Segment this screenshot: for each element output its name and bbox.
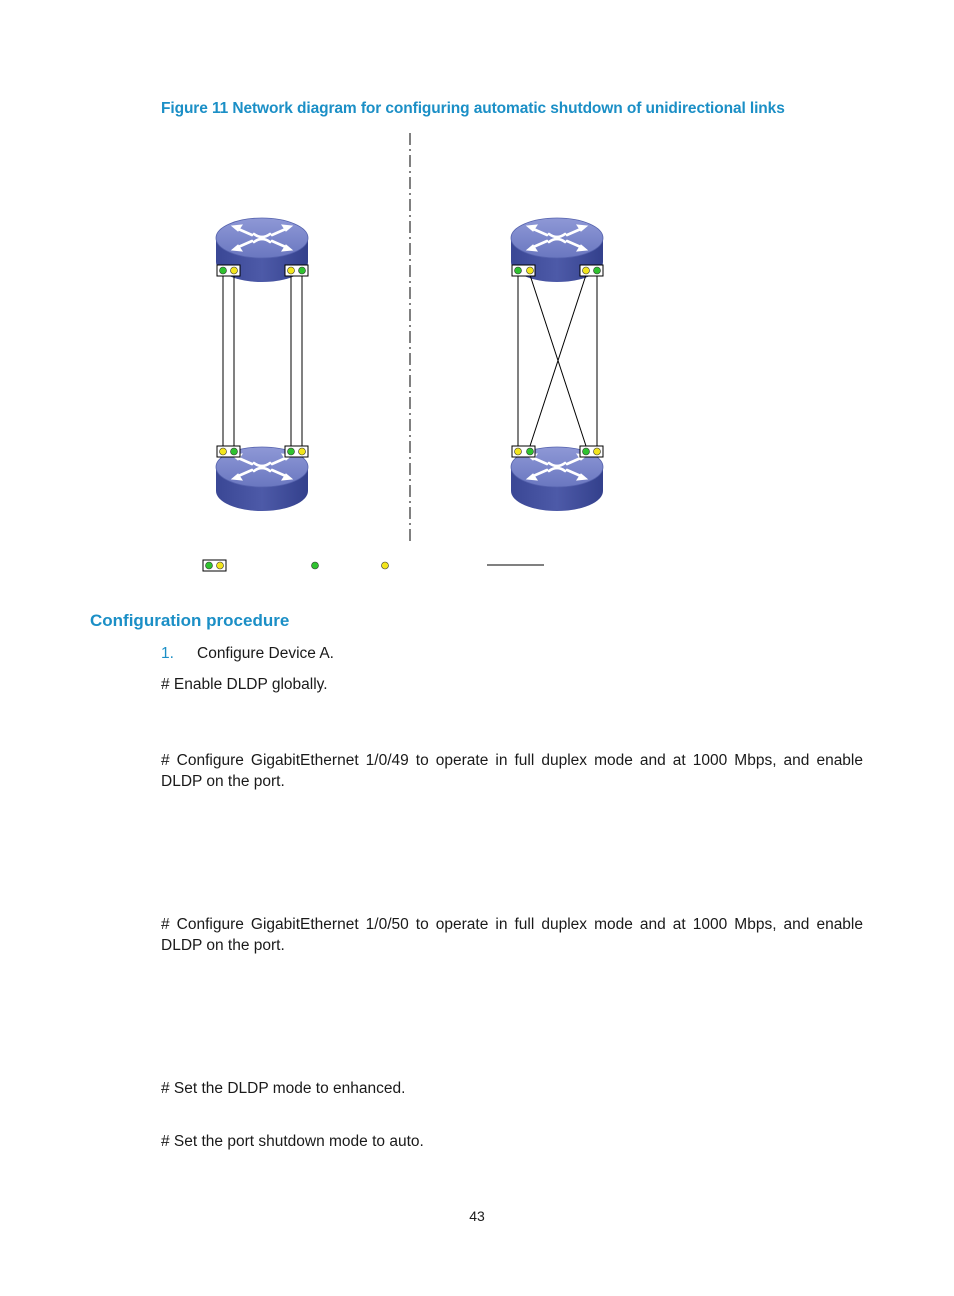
- paragraph-dldp-mode: # Set the DLDP mode to enhanced.: [161, 1080, 406, 1097]
- right-links: [518, 275, 597, 446]
- left-port-boxes: [217, 265, 308, 457]
- network-diagram: [0, 0, 954, 600]
- legend-port-pair: [203, 560, 226, 571]
- paragraph-enable-dldp: # Enable DLDP globally.: [161, 676, 328, 693]
- step-number: 1.: [161, 645, 174, 662]
- step-1: [161, 645, 334, 663]
- left-port-leds: [220, 267, 306, 455]
- legend-yellow-port: [382, 562, 389, 569]
- section-heading: Configuration procedure: [90, 611, 290, 630]
- paragraph-configure-port-49: # Configure GigabitEthernet 1/0/49 to operate in full duplex mode and at 1000 Mbps, and enable DLDP on the port.: [161, 752, 863, 790]
- paragraph-configure-port-50: # Configure GigabitEthernet 1/0/50 to operate in full duplex mode and at 1000 Mbps, and enable DLDP on the port.: [161, 916, 863, 954]
- step-text: Configure Device A.: [197, 645, 334, 662]
- legend-green-port: [312, 562, 319, 569]
- paragraph-shutdown-mode: # Set the port shutdown mode to auto.: [161, 1133, 424, 1150]
- legend: [203, 560, 544, 571]
- page-number: 43: [469, 1208, 485, 1224]
- figure-title: Figure 11 Network diagram for configuring automatic shutdown of unidirectional links: [161, 100, 785, 117]
- left-links: [223, 275, 302, 446]
